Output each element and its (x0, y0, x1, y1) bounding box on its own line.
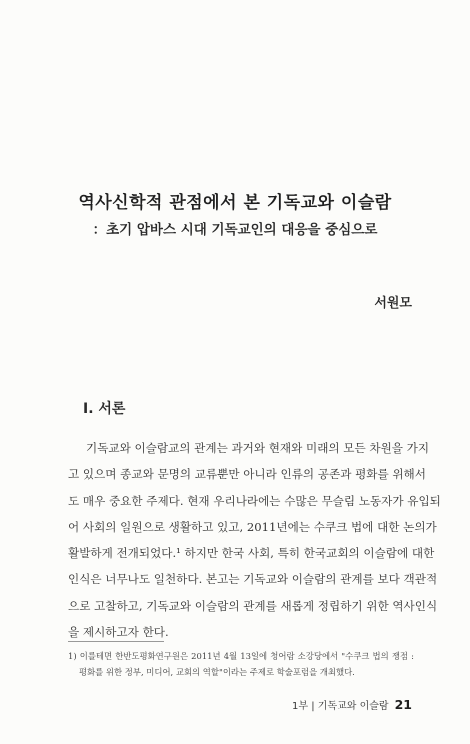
footnote (68, 648, 414, 680)
running-footer-part: 1부 | 기독교와 이슬람 (292, 701, 389, 712)
footnote-divider (68, 641, 164, 642)
body-line: 으로 고찰하고, 기독교와 이슬람의 관계를 새롭게 정립하기 위한 역사인식 (68, 598, 438, 613)
body-line: 을 제시하고자 한다. (68, 625, 169, 640)
footnote-line: 평화를 위한 정부, 미디어, 교회의 역할"이라는 주제로 학술포럼을 개최했다. (79, 667, 355, 677)
footnote-line: 1) 이를테면 한반도평화연구원은 2011년 4월 13일에 청어람 소강당에서 "수쿠크 법의 쟁점 : (68, 651, 414, 661)
body-line: 고 있으며 종교와 문명의 교류뿐만 아니라 인류의 공존과 평화를 위해서 (68, 467, 426, 482)
chapter-subtitle: ：초기 압바스 시대 기독교인의 대응을 중심으로 (92, 222, 378, 238)
section-heading: I. 서론 (83, 401, 126, 417)
running-footer (292, 697, 412, 712)
body-line: 활발하게 전개되었다.¹ 하지만 한국 사회, 특히 한국교회의 이슬람에 대한 (68, 546, 435, 561)
body-line: 인식은 너무나도 일천하다. 본고는 기독교와 이슬람의 관계를 보다 객관적 (68, 572, 438, 587)
body-line: 도 매우 중요한 주제다. 현재 우리나라에는 수많은 무슬림 노동자가 유입되 (68, 493, 441, 508)
body-line: 어 사회의 일원으로 생활하고 있고, 2011년에는 수쿠크 법에 대한 논의가 (68, 519, 437, 534)
body-line: 기독교와 이슬람교의 관계는 과거와 현재와 미래의 모든 차원을 가지 (86, 441, 430, 455)
page-number: 21 (394, 697, 412, 712)
chapter-title: 역사신학적 관점에서 본 기독교와 이슬람 (78, 193, 392, 213)
body-text (68, 435, 441, 645)
author-name: 서원모 (374, 296, 412, 311)
